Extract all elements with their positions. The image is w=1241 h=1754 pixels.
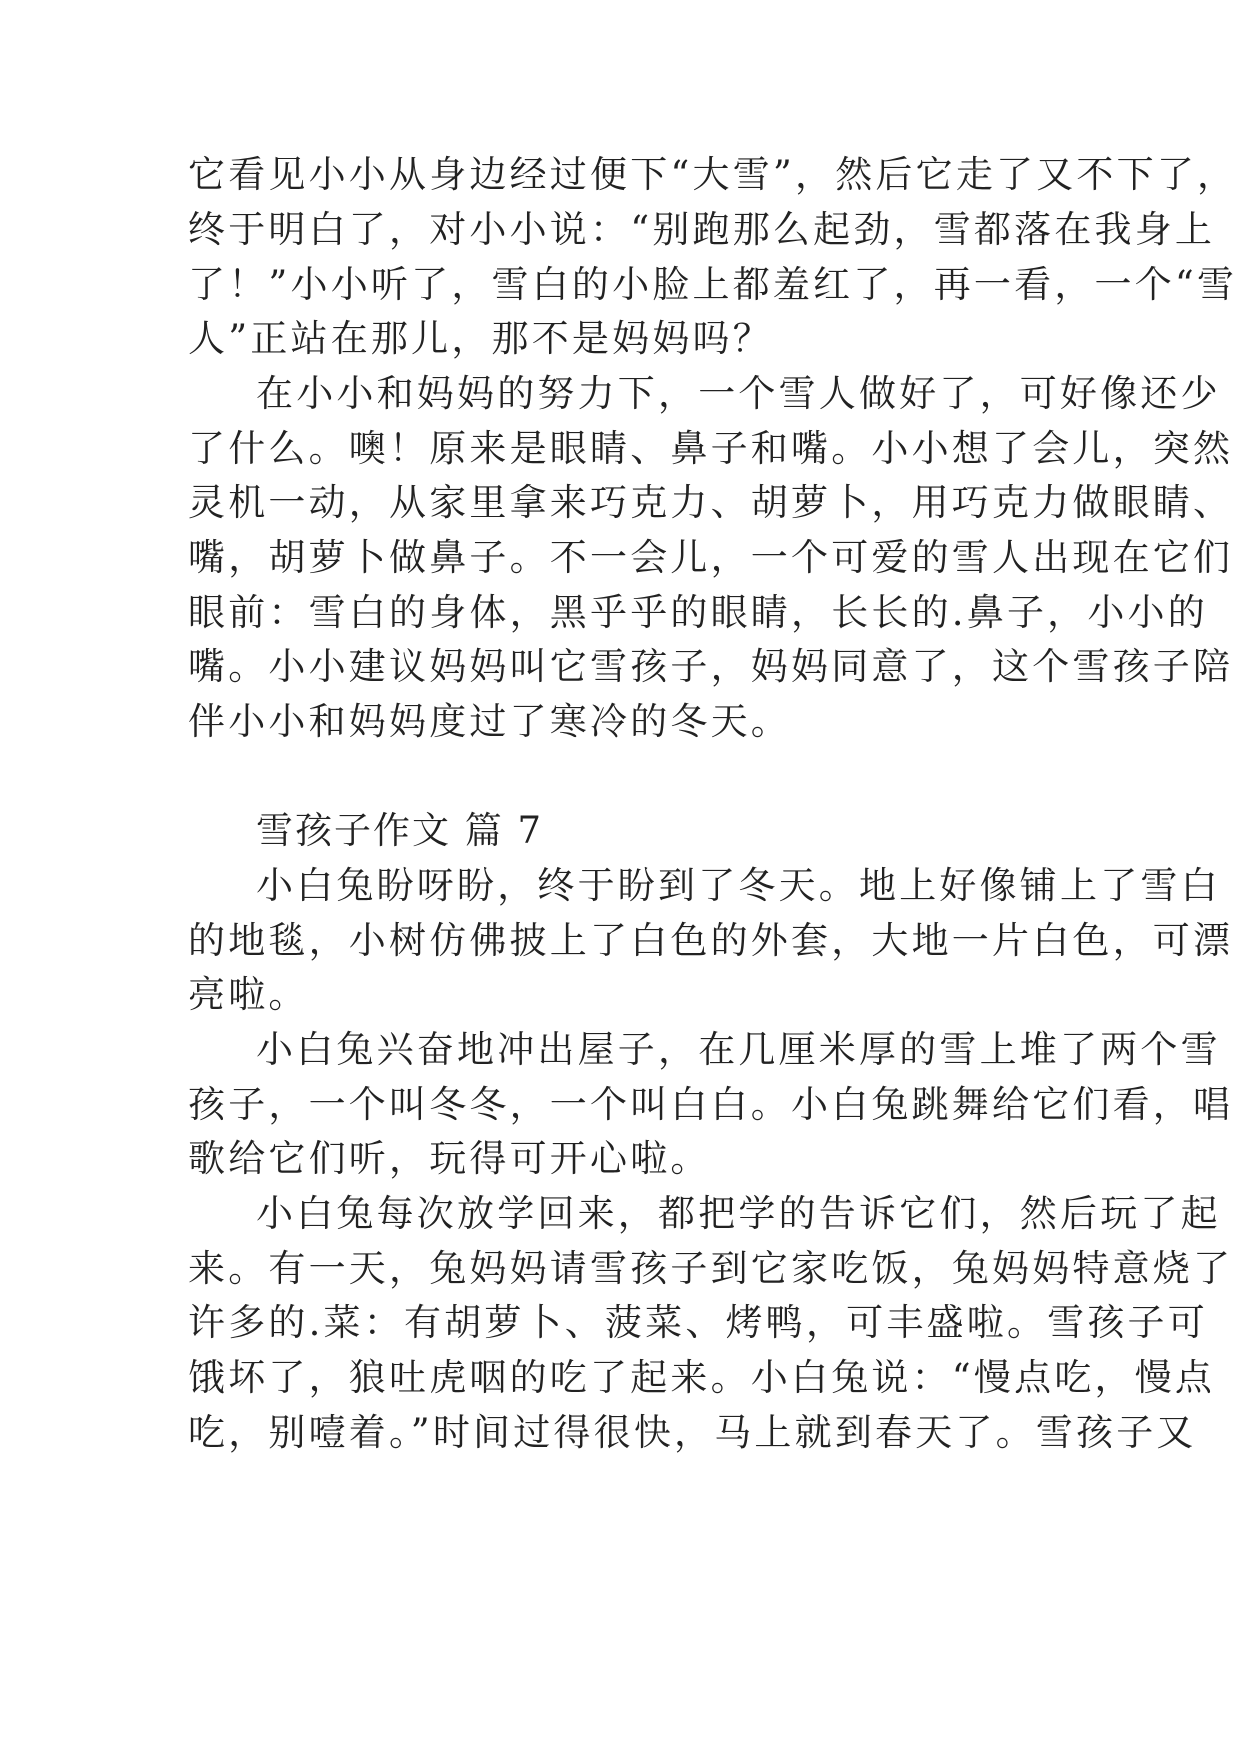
text-line: 嘴。小小建议妈妈叫它雪孩子，妈妈同意了，这个雪孩子陪 — [188, 645, 1234, 688]
text-line: 歌给它们听，玩得可开心啦。 — [188, 1137, 711, 1180]
text-line: 小白兔每次放学回来，都把学的告诉它们，然后玩了起 — [256, 1192, 1221, 1235]
text-line: 孩子，一个叫冬冬，一个叫白白。小白兔跳舞给它们看，唱 — [188, 1083, 1234, 1126]
text-line: 了！”小小听了，雪白的小脸上都羞红了，再一看，一个“雪 — [188, 263, 1238, 306]
text-line: 人”正站在那儿，那不是妈妈吗？ — [188, 317, 773, 360]
text-line: 许多的.菜：有胡萝卜、菠菜、烤鸭，可丰盛啦。雪孩子可 — [188, 1301, 1208, 1344]
text-line: 的地毯，小树仿佛披上了白色的外套，大地一片白色，可漂 — [188, 919, 1234, 962]
text-line: 灵机一动，从家里拿来巧克力、胡萝卜，用巧克力做眼睛、 — [188, 481, 1234, 524]
text-line: 嘴，胡萝卜做鼻子。不一会儿，一个可爱的雪人出现在它们 — [188, 536, 1234, 579]
text-line: 饿坏了，狼吐虎咽的吃了起来。小白兔说：“慢点吃，慢点 — [188, 1356, 1216, 1399]
text-line: 小白兔盼呀盼，终于盼到了冬天。地上好像铺上了雪白 — [256, 864, 1221, 907]
text-line: 眼前：雪白的身体，黑乎乎的眼睛，长长的.鼻子，小小的 — [188, 591, 1208, 634]
text-line: 亮啦。 — [188, 973, 309, 1016]
section-heading: 雪孩子作文 篇 7 — [256, 809, 544, 852]
text-line: 终于明白了，对小小说：“别跑那么起劲，雪都落在我身上 — [188, 208, 1216, 251]
text-line: 吃，别噎着。”时间过得很快，马上就到春天了。雪孩子又 — [188, 1411, 1197, 1454]
text-line: 了什么。噢！原来是眼睛、鼻子和嘴。小小想了会儿，突然 — [188, 427, 1234, 470]
text-line: 它看见小小从身边经过便下“大雪”，然后它走了又不下了， — [188, 153, 1238, 196]
text-line: 伴小小和妈妈度过了寒冷的冬天。 — [188, 700, 791, 743]
text-line: 来。有一天，兔妈妈请雪孩子到它家吃饭，兔妈妈特意烧了 — [188, 1247, 1234, 1290]
text-line: 在小小和妈妈的努力下，一个雪人做好了，可好像还少 — [256, 372, 1221, 415]
text-line: 小白兔兴奋地冲出屋子，在几厘米厚的雪上堆了两个雪 — [256, 1028, 1221, 1071]
